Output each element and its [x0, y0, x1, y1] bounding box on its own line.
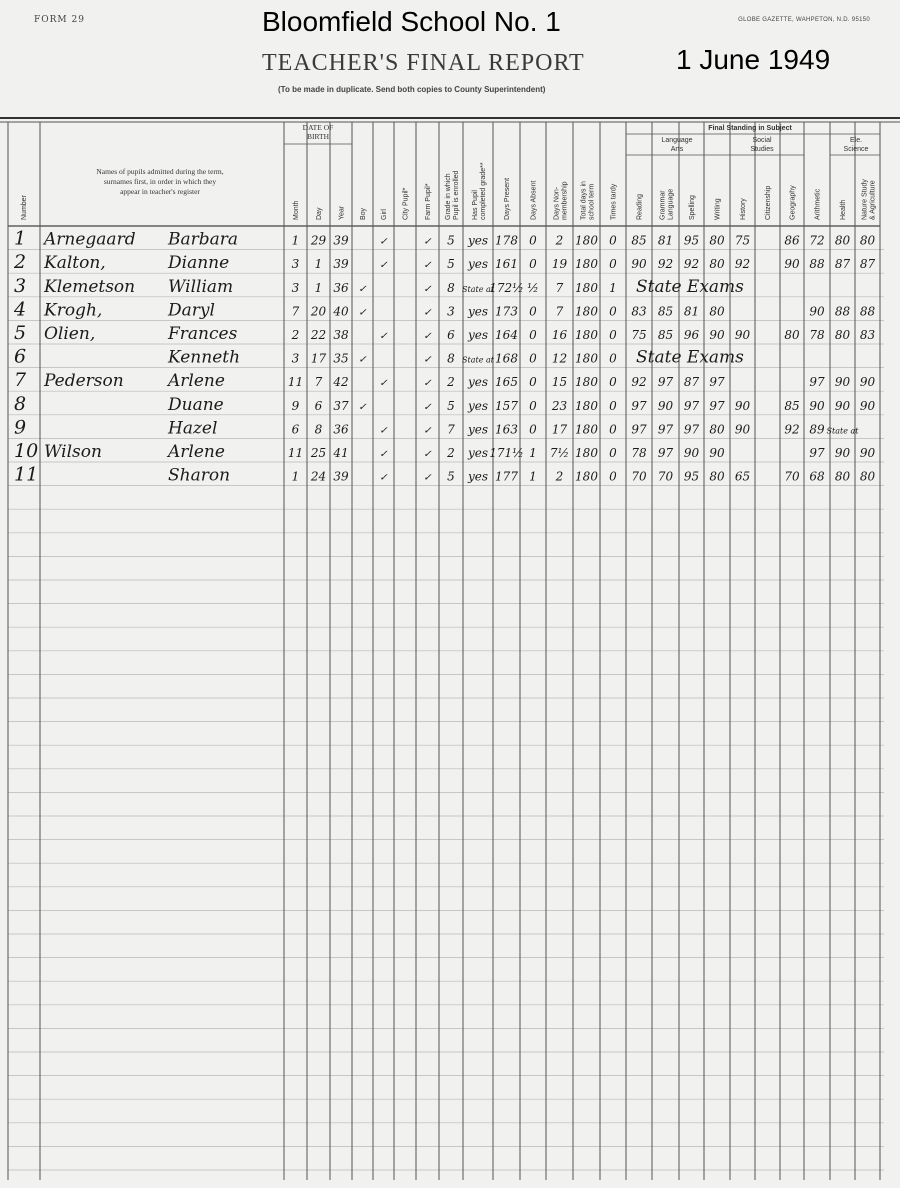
pupil-first-name: William: [168, 276, 234, 297]
cell-grade: 7: [447, 422, 455, 437]
cell-d: 25: [310, 446, 327, 460]
cell-d: 29: [310, 233, 327, 248]
cell-farm: ✓: [423, 425, 432, 437]
cell-comp: yes: [467, 304, 489, 319]
pupil-first-name: Dianne: [168, 253, 230, 274]
cell-grade: 8: [447, 351, 455, 366]
header-language-arts-2: Arts: [670, 146, 684, 153]
cell-tardy: 0: [609, 422, 617, 437]
pupil-first-name: Barbara: [168, 229, 239, 250]
cell-present: 163: [495, 422, 518, 437]
pupil-surname: Kalton,: [44, 253, 106, 274]
pupil-surname: Klemetson: [44, 276, 136, 297]
header-health: Health: [840, 199, 847, 220]
cell-nonmem: 19: [551, 257, 568, 272]
cell-geog: 85: [784, 398, 800, 413]
cell-spell: 95: [683, 469, 700, 484]
header-number: Number: [21, 195, 28, 220]
pupil-number: 3: [14, 274, 27, 297]
cell-arith: 97: [809, 446, 825, 460]
header-city: City Pupil*: [402, 187, 410, 220]
table-row: [13, 251, 875, 273]
cell-girl: ✓: [379, 449, 388, 460]
header-y: Year: [338, 205, 346, 220]
header-hist: History: [740, 198, 747, 220]
cell-absent: 0: [529, 233, 537, 248]
cell-arith: 68: [809, 469, 825, 484]
printer-imprint: GLOBE GAZETTE, WAHPETON, N.D. 95150: [738, 17, 870, 23]
cell-writ: 97: [709, 398, 725, 413]
cell-health: 90: [834, 446, 851, 460]
header-ele-2: Science: [843, 146, 869, 153]
table-row: [14, 440, 875, 462]
cell-comp: yes: [467, 422, 489, 437]
header-arith: Arithmetic: [814, 188, 822, 220]
cell-d: 7: [314, 375, 323, 390]
pupil-first-name: Arlene: [168, 442, 225, 462]
cell-gram: 81: [657, 233, 674, 248]
cell-present: 178: [495, 233, 518, 248]
cell-d: 6: [314, 398, 323, 413]
cell-writ: 80: [709, 422, 725, 437]
cell-d: 24: [310, 469, 327, 484]
cell-health: 88: [834, 304, 851, 319]
cell-nonmem: 23: [551, 398, 568, 413]
cell-present: 165: [495, 375, 518, 390]
cell-spell: 97: [683, 398, 700, 413]
cell-y: 36: [333, 422, 349, 437]
cell-gram: 97: [657, 375, 674, 390]
cell-m: 1: [291, 469, 300, 484]
cell-tardy: 1: [609, 280, 617, 295]
cell-nonmem: 16: [551, 328, 568, 342]
header-nonmem-2: membership: [561, 181, 569, 220]
cell-nat: 90: [859, 375, 876, 390]
cell-read: 70: [631, 469, 647, 484]
cell-health: 80: [834, 233, 851, 248]
cell-y: 40: [333, 304, 349, 319]
header-nonmem: Days Non-: [553, 186, 561, 220]
cell-comp: yes: [467, 257, 489, 272]
pupil-number: 2: [14, 251, 27, 274]
cell-tardy: 0: [609, 304, 617, 319]
cell-farm: ✓: [423, 331, 432, 342]
cell-tardy: 0: [609, 233, 617, 248]
cell-absent: 1: [529, 446, 537, 460]
header-names-2: surnames first, in order in which they: [103, 177, 217, 186]
cell-total: 180: [575, 233, 598, 248]
header-writ: Writing: [714, 198, 722, 220]
cell-present: 164: [495, 328, 518, 342]
table-row: [13, 298, 875, 320]
cell-comp: yes: [467, 469, 489, 484]
form-number: FORM 29: [34, 15, 85, 25]
cell-geog: 90: [784, 257, 800, 272]
cell-comp: yes: [467, 375, 489, 390]
cell-farm: ✓: [423, 236, 432, 248]
header-dob-1: DATE OF: [302, 123, 334, 132]
header-absent: Days Absent: [530, 180, 538, 220]
cell-tardy: 0: [609, 398, 617, 413]
cell-y: 42: [333, 375, 349, 390]
cell-nat: 80: [859, 233, 876, 248]
cell-absent: 1: [529, 469, 537, 484]
cell-y: 39: [333, 233, 349, 248]
cell-health: 90: [834, 398, 851, 413]
header-gram: Grammar: [659, 190, 667, 220]
cell-absent: 0: [529, 422, 537, 437]
cell-nonmem: 7: [555, 304, 564, 319]
cell-read: 97: [631, 422, 647, 437]
header-gram-2: Language: [667, 188, 675, 220]
cell-total: 180: [575, 375, 598, 390]
cell-total: 180: [575, 398, 598, 413]
header-spell: Spelling: [689, 195, 696, 220]
pupil-first-name: Daryl: [168, 300, 215, 321]
cell-comp: yes: [467, 446, 489, 460]
cell-hist: 90: [734, 398, 751, 413]
cell-gram: 85: [657, 328, 674, 342]
cell-farm: ✓: [423, 472, 432, 484]
cell-total: 180: [575, 469, 598, 484]
cell-spell: 95: [683, 233, 700, 248]
table-row: [14, 393, 875, 415]
pupil-number: 4: [14, 298, 27, 321]
pupil-number: 6: [14, 345, 27, 368]
table-row: [14, 228, 875, 250]
cell-farm: ✓: [423, 260, 432, 272]
cell-y: 35: [333, 351, 349, 366]
cell-arith: 89: [809, 422, 825, 437]
cell-d: 1: [314, 257, 323, 272]
pupil-first-name: Sharon: [168, 465, 231, 486]
header-ele-1: Ele.: [849, 137, 863, 144]
cell-y: 39: [333, 257, 349, 272]
cell-grade: 5: [447, 233, 455, 248]
cell-boy: ✓: [358, 283, 367, 295]
header-comp-2: completed grade**: [480, 162, 487, 220]
cell-total: 180: [575, 422, 598, 437]
cell-writ: 80: [709, 469, 725, 484]
cell-read: 92: [631, 375, 647, 390]
cell-farm: ✓: [423, 283, 432, 295]
pupil-number: 8: [14, 392, 27, 415]
cell-m: 3: [291, 351, 300, 366]
cell-girl: ✓: [379, 331, 388, 342]
cell-girl: ✓: [379, 236, 388, 248]
cell-m: 3: [291, 280, 300, 295]
cell-spell: 96: [683, 328, 700, 342]
header-final-standing: Final Standing in Subject: [708, 125, 792, 132]
cell-health: State at: [826, 426, 859, 436]
cell-nonmem: 12: [551, 351, 568, 366]
cell-present: 161: [495, 257, 518, 272]
cell-grade: 2: [447, 446, 455, 460]
cell-farm: ✓: [423, 354, 432, 366]
cell-health: 80: [834, 469, 851, 484]
cell-d: 8: [314, 422, 323, 437]
cell-health: 90: [834, 375, 851, 390]
cell-nat: 90: [859, 446, 876, 460]
cell-d: 20: [310, 304, 327, 319]
cell-y: 38: [333, 328, 349, 342]
header-total: Total days in: [580, 181, 588, 220]
cell-y: 41: [333, 446, 349, 460]
cell-present: 172½: [489, 280, 524, 295]
remark-state-exams: State Exams: [636, 276, 744, 297]
cell-tardy: 0: [609, 375, 617, 390]
cell-m: 7: [291, 304, 300, 319]
cell-gram: 92: [657, 257, 674, 272]
cell-total: 180: [575, 351, 598, 366]
cell-farm: ✓: [423, 449, 432, 460]
table-row: [14, 275, 744, 297]
cell-read: 90: [631, 257, 647, 272]
cell-read: 75: [631, 328, 647, 342]
cell-total: 180: [575, 446, 598, 460]
cell-nonmem: 7: [555, 280, 564, 295]
cell-arith: 90: [809, 398, 825, 413]
cell-m: 9: [291, 398, 300, 413]
cell-hist: 92: [734, 257, 751, 272]
cell-d: 17: [310, 351, 327, 366]
table-row: [14, 416, 859, 438]
cell-grade: 5: [447, 469, 455, 484]
cell-absent: 0: [529, 328, 537, 342]
cell-health: 80: [834, 328, 851, 342]
cell-nat: 83: [859, 328, 876, 342]
pupil-number: 9: [14, 416, 27, 439]
cell-nonmem: 2: [555, 233, 564, 248]
table-row: [14, 346, 744, 368]
header-tardy: Times tardy: [610, 183, 618, 220]
remark-state-exams: State Exams: [636, 347, 744, 368]
header-read: Reading: [636, 193, 644, 220]
pupil-number: 11: [14, 463, 39, 486]
cell-m: 3: [291, 257, 300, 272]
cell-arith: 78: [809, 328, 825, 342]
cell-writ: 90: [709, 446, 725, 460]
cell-arith: 97: [809, 375, 825, 390]
cell-d: 1: [314, 280, 323, 295]
cell-y: 36: [333, 280, 349, 295]
cell-hist: 90: [734, 328, 751, 342]
header-nat-2: & Agriculture: [869, 180, 877, 220]
cell-comp: yes: [467, 233, 489, 248]
cell-m: 1: [291, 233, 300, 248]
cell-nat: 80: [859, 469, 876, 484]
header-total-2: school term: [588, 183, 596, 220]
cell-present: 157: [495, 398, 518, 413]
header-names-1: Names of pupils admitted during the term,: [96, 167, 224, 176]
cell-hist: 65: [734, 469, 751, 484]
cell-geog: 86: [784, 233, 800, 248]
pupil-surname: Olien,: [44, 324, 96, 344]
cell-tardy: 0: [609, 351, 617, 366]
header-social-2: Studies: [750, 146, 774, 153]
cell-geog: 92: [784, 422, 800, 437]
cell-y: 37: [333, 398, 349, 413]
cell-arith: 90: [809, 304, 825, 319]
cell-boy: ✓: [358, 307, 367, 319]
pupil-first-name: Kenneth: [168, 347, 241, 368]
cell-gram: 70: [657, 469, 674, 484]
cell-nat: 90: [859, 398, 876, 413]
cell-girl: ✓: [379, 378, 388, 390]
cell-comp: State at: [462, 355, 494, 365]
pupil-surname: Wilson: [44, 442, 102, 462]
report-date: 1 June 1949: [676, 44, 831, 75]
pupil-surname: Krogh,: [44, 300, 103, 321]
cell-tardy: 0: [609, 446, 617, 460]
cell-writ: 80: [709, 304, 725, 319]
pupil-first-name: Arlene: [168, 371, 225, 392]
cell-grade: 8: [447, 280, 455, 295]
cell-comp: State at: [462, 284, 494, 294]
cell-farm: ✓: [423, 307, 432, 319]
cell-spell: 97: [683, 422, 700, 437]
cell-absent: 0: [529, 398, 537, 413]
cell-comp: yes: [467, 398, 489, 413]
cell-gram: 97: [657, 422, 674, 437]
report-title: TEACHER'S FINAL REPORT: [262, 50, 585, 76]
cell-present: 173: [495, 304, 518, 319]
cell-read: 83: [631, 304, 647, 319]
header-present: Days Present: [504, 177, 511, 220]
cell-read: 85: [631, 233, 647, 248]
cell-gram: 90: [657, 398, 674, 413]
header-language-arts-1: Language: [661, 137, 693, 144]
cell-nonmem: 15: [551, 375, 568, 390]
header-nat: Nature Study: [861, 179, 869, 220]
pupil-surname: Arnegaard: [44, 229, 136, 250]
cell-comp: yes: [467, 328, 489, 342]
cell-m: 6: [291, 422, 300, 437]
header-dob-2: BIRTH: [306, 132, 330, 141]
cell-m: 2: [291, 328, 300, 342]
pupil-first-name: Frances: [168, 324, 238, 344]
pupil-first-name: Hazel: [168, 418, 218, 439]
cell-geog: 80: [784, 328, 800, 342]
cell-total: 180: [575, 304, 598, 319]
cell-arith: 88: [809, 257, 825, 272]
cell-read: 97: [631, 398, 647, 413]
report-subtitle: (To be made in duplicate. Send both copies to County Superintendent): [278, 85, 546, 94]
header-comp: Has Pupil: [472, 190, 479, 220]
cell-nat: 87: [859, 257, 876, 272]
cell-nonmem: 2: [555, 469, 564, 484]
header-girl: Girl: [381, 209, 388, 220]
cell-gram: 97: [657, 446, 674, 460]
cell-spell: 90: [683, 446, 700, 460]
cell-boy: ✓: [358, 354, 367, 366]
cell-girl: ✓: [379, 472, 388, 484]
cell-total: 180: [575, 257, 598, 272]
cell-present: 171½: [489, 446, 524, 460]
header-grade-2: Pupil is enrolled: [453, 170, 460, 220]
cell-tardy: 0: [609, 469, 617, 484]
header-m: Month: [293, 200, 300, 220]
header-geog: Geography: [789, 185, 797, 220]
cell-writ: 97: [709, 375, 725, 390]
cell-girl: ✓: [379, 260, 388, 272]
cell-m: 11: [287, 375, 304, 390]
cell-writ: 80: [709, 233, 725, 248]
cell-grade: 2: [447, 375, 455, 390]
cell-health: 87: [834, 257, 851, 272]
pupil-number: 7: [14, 369, 27, 392]
cell-geog: 70: [784, 469, 800, 484]
cell-farm: ✓: [423, 401, 432, 413]
cell-girl: ✓: [379, 425, 388, 437]
cell-boy: ✓: [358, 401, 367, 413]
cell-farm: ✓: [423, 378, 432, 390]
cell-grade: 3: [447, 304, 455, 319]
cell-total: 180: [575, 328, 598, 342]
header-cit: Citizenship: [765, 185, 772, 220]
cell-read: 78: [631, 446, 647, 460]
cell-tardy: 0: [609, 328, 617, 342]
school-name: Bloomfield School No. 1: [262, 6, 561, 37]
cell-tardy: 0: [609, 257, 617, 272]
header-names-3: appear in teacher's register: [120, 187, 200, 196]
cell-hist: 90: [734, 422, 751, 437]
cell-nat: 88: [859, 304, 876, 319]
cell-total: 180: [575, 280, 598, 295]
cell-nonmem: 7½: [549, 446, 570, 460]
pupil-number: 1: [14, 227, 27, 250]
cell-absent: 0: [529, 375, 537, 390]
cell-grade: 5: [447, 398, 455, 413]
table-row: [14, 322, 875, 344]
cell-writ: 90: [709, 328, 725, 342]
table-row: [14, 464, 875, 486]
pupil-number: 5: [14, 322, 27, 344]
cell-absent: 0: [529, 257, 537, 272]
cell-writ: 80: [709, 257, 725, 272]
table-row: [14, 369, 875, 391]
cell-grade: 5: [447, 257, 455, 272]
cell-hist: 75: [734, 233, 751, 248]
cell-absent: ½: [527, 280, 539, 295]
cell-present: 177: [495, 469, 518, 484]
cell-spell: 81: [683, 304, 700, 319]
cell-arith: 72: [809, 233, 825, 248]
header-d: Day: [316, 207, 323, 220]
cell-d: 22: [310, 328, 327, 342]
cell-present: 168: [495, 351, 518, 366]
pupil-number: 10: [14, 440, 39, 462]
cell-m: 11: [287, 446, 304, 460]
pupil-first-name: Duane: [168, 394, 224, 415]
header-social-1: Social: [752, 137, 772, 144]
header-boy: Boy: [360, 207, 367, 220]
header-farm: Farm Pupil*: [425, 183, 432, 220]
cell-absent: 0: [529, 304, 537, 319]
pupil-surname: Pederson: [44, 371, 124, 392]
cell-spell: 92: [683, 257, 700, 272]
cell-gram: 85: [657, 304, 674, 319]
cell-grade: 6: [447, 328, 455, 342]
cell-y: 39: [333, 469, 349, 484]
cell-nonmem: 17: [551, 422, 568, 437]
cell-absent: 0: [529, 351, 537, 366]
header-grade: Grade in which: [445, 173, 452, 220]
cell-spell: 87: [683, 375, 700, 390]
